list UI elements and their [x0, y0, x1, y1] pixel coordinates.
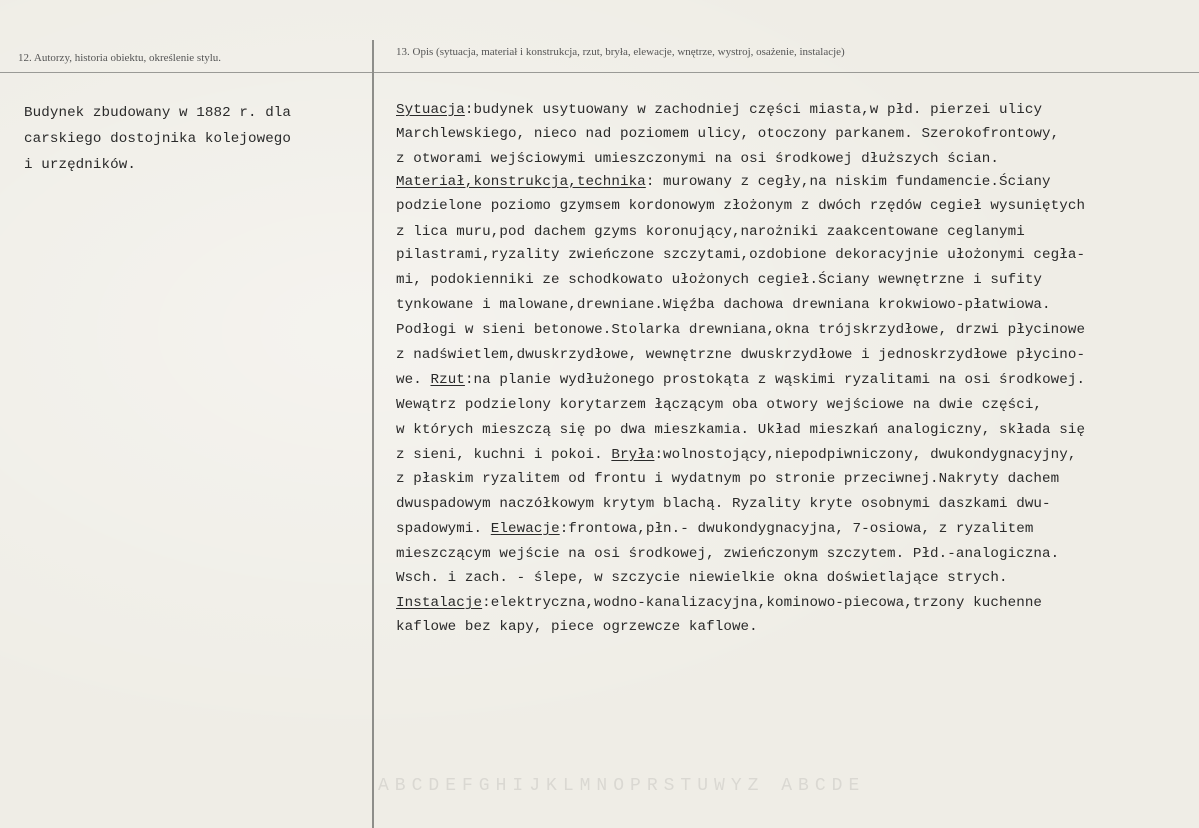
description-line: [396, 220, 1186, 244]
section-keyword: Materiał,konstrukcja,technika: [396, 174, 646, 190]
description-fragment: z otworami wejściowymi umieszczonymi na osi środkowej dłuższych ścian.: [396, 151, 999, 167]
section-keyword: Elewacje: [490, 521, 560, 537]
section-keyword: Rzut: [430, 372, 465, 388]
description-fragment: podzielone poziomo gzymsem kordonowym złożonym z dwóch rzędów cegieł wysuniętych: [396, 198, 1086, 214]
description-fragment: we.: [396, 372, 431, 388]
description-line: [396, 194, 1186, 218]
section-12-header: 12. Autorzy, historia obiektu, określenie stylu.: [18, 52, 222, 64]
description-line: [396, 591, 1186, 615]
description-fragment: dwuspadowym naczółkowym krytym blachą. Ryzality kryte osobnymi daszkami dwu-: [396, 496, 1051, 512]
description-fragment: Wewątrz podzielony korytarzem łączącym oba otwory wejściowe na dwie części,: [396, 397, 1043, 413]
description-line: [396, 170, 1186, 194]
description-line: [396, 566, 1186, 590]
description-fragment: Marchlewskiego, nieco nad poziomem ulicy, otoczony parkanem. Szerokofrontowy,: [396, 126, 1060, 142]
description-fragment: Podłogi w sieni betonowe.Stolarka drewniana,okna trójskrzydłowe, drzwi płycinowe: [396, 322, 1086, 338]
description-line: [396, 443, 1186, 467]
description-fragment: tynkowane i malowane,drewniane.Więźba dachowa drewniana krokwiowo-płatwiowa.: [396, 297, 1051, 313]
description-line: [396, 268, 1186, 292]
description-line: [396, 318, 1186, 342]
description-fragment: z płaskim ryzalitem od frontu i wydatnym po stronie przeciwnej.Nakryty dachem: [396, 471, 1060, 487]
description-line: [396, 368, 1186, 392]
description-fragment: Wsch. i zach. - ślepe, w szczycie niewielkie okna doświetlające strych.: [396, 570, 1008, 586]
history-line: carskiego dostojnika kolejowego: [24, 131, 292, 147]
description-fragment: pilastrami,ryzality zwieńczone szczytami,ozdobione dekoracyjnie ułożonymi cegła-: [396, 247, 1086, 263]
section-13-header: 13. Opis (sytuacja, materiał i konstrukcja, rzut, bryła, elewacje, wnętrze, wystroj, osażenie, instalacje): [396, 46, 845, 58]
description-text: [396, 98, 1186, 635]
description-fragment: mieszczącym wejście na osi środkowej, zwieńczonym szczytem. Płd.-analogiczna.: [396, 546, 1060, 562]
description-fragment: w których mieszczą się po dwa mieszkamia. Układ mieszkań analogiczny, składa się: [396, 422, 1086, 438]
description-fragment: :frontowa,płn.- dwukondygnacyjna, 7-osiowa, z ryzalitem: [559, 521, 1034, 537]
description-fragment: :na planie wydłużonego prostokąta z wąskimi ryzalitami na osi środkowej.: [464, 372, 1086, 388]
description-line: [396, 147, 1186, 171]
header-rule: [0, 72, 1199, 73]
section-keyword: Sytuacja: [396, 102, 465, 118]
description-line: [396, 517, 1186, 541]
history-line: Budynek zbudowany w 1882 r. dla: [24, 105, 292, 121]
description-fragment: kaflowe bez kapy, piece ogrzewcze kaflowe.: [396, 619, 758, 635]
description-fragment: z sieni, kuchni i pokoi.: [396, 447, 612, 463]
description-fragment: spadowymi.: [396, 521, 491, 537]
description-fragment: :elektryczna,wodno-kanalizacyjna,kominowo-piecowa,trzony kuchenne: [482, 595, 1043, 611]
description-fragment: z nadświetlem,dwuskrzydłowe, wewnętrzne dwuskrzydłowe i jednoskrzydłowe płycino-: [396, 347, 1086, 363]
description-line: [396, 293, 1186, 317]
bleed-through-text: ABCDEFGHIJKLMNOPRSTUWYZ ABCDE: [378, 776, 866, 796]
description-line: [396, 615, 1186, 639]
description-fragment: :budynek usytuowany w zachodniej części miasta,w płd. pierzei ulicy: [464, 102, 1043, 118]
description-line: [396, 98, 1186, 122]
description-line: [396, 418, 1186, 442]
description-line: [396, 492, 1186, 516]
description-line: [396, 542, 1186, 566]
description-line: [396, 122, 1186, 146]
history-line: i urzędników.: [24, 157, 136, 173]
description-fragment: : murowany z cegły,na niskim fundamencie.Ściany: [645, 174, 1051, 190]
description-line: [396, 343, 1186, 367]
description-line: [396, 243, 1186, 267]
description-fragment: z lica muru,pod dachem gzyms koronujący,narożniki zaakcentowane ceglanymi: [396, 224, 1025, 240]
history-text: [24, 100, 291, 178]
description-fragment: mi, podokienniki ze schodkowato ułożonych cegieł.Ściany wewnętrzne i sufity: [396, 272, 1043, 288]
description-line: [396, 467, 1186, 491]
column-divider: [372, 40, 374, 828]
section-keyword: Instalacje: [396, 595, 483, 611]
description-line: [396, 393, 1186, 417]
description-fragment: :wolnostojący,niepodpiwniczony, dwukondygnacyjny,: [654, 447, 1077, 463]
section-keyword: Bryła: [611, 447, 655, 463]
